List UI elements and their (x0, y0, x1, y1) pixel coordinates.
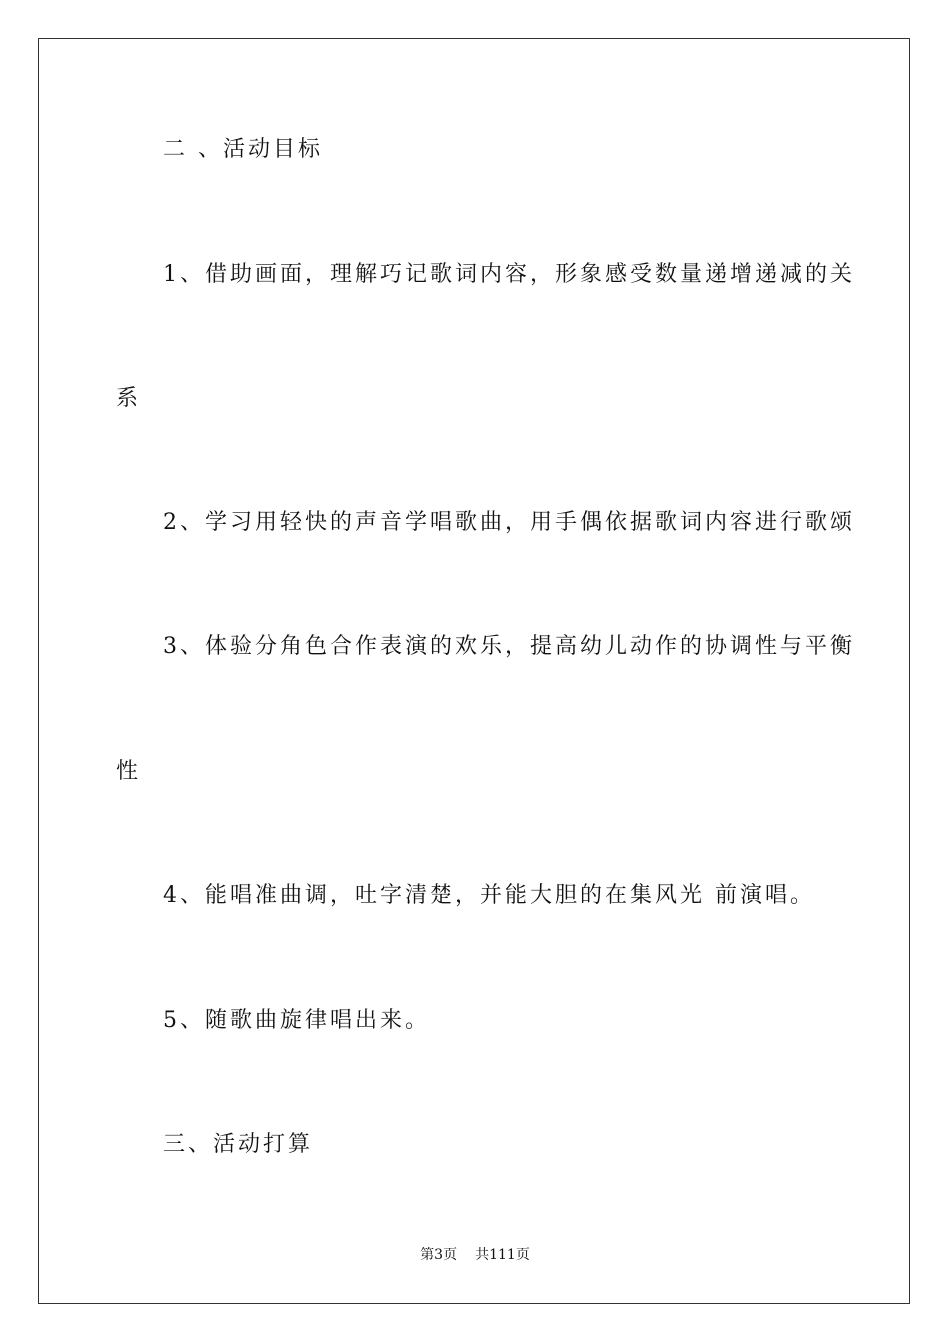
section-heading-objectives: 二 、活动目标 (163, 137, 323, 162)
objective-3-line-2: 性 (116, 759, 142, 784)
page-border (38, 38, 910, 1304)
section-heading-plan: 三、活动打算 (163, 1132, 314, 1157)
page-number: 第3页 (420, 1247, 458, 1263)
objective-1-line-2: 系 (116, 386, 142, 411)
objective-4: 4、能唱准曲调，吐字清楚，并能大胆的在集风光 前演唱。 (163, 883, 815, 908)
page-footer (0, 1248, 950, 1262)
objective-1-line-1: 1、借助画面，理解巧记歌词内容，形象感受数量递增递减的关 (163, 262, 855, 287)
objective-2: 2、学习用轻快的声音学唱歌曲，用手偶依据歌词内容进行歌颂 (163, 510, 855, 535)
objective-5: 5、随歌曲旋律唱出来。 (163, 1008, 430, 1033)
objective-3-line-1: 3、体验分角色合作表演的欢乐，提高幼儿动作的协调性与平衡 (163, 634, 855, 659)
page-total: 共111页 (475, 1247, 530, 1263)
